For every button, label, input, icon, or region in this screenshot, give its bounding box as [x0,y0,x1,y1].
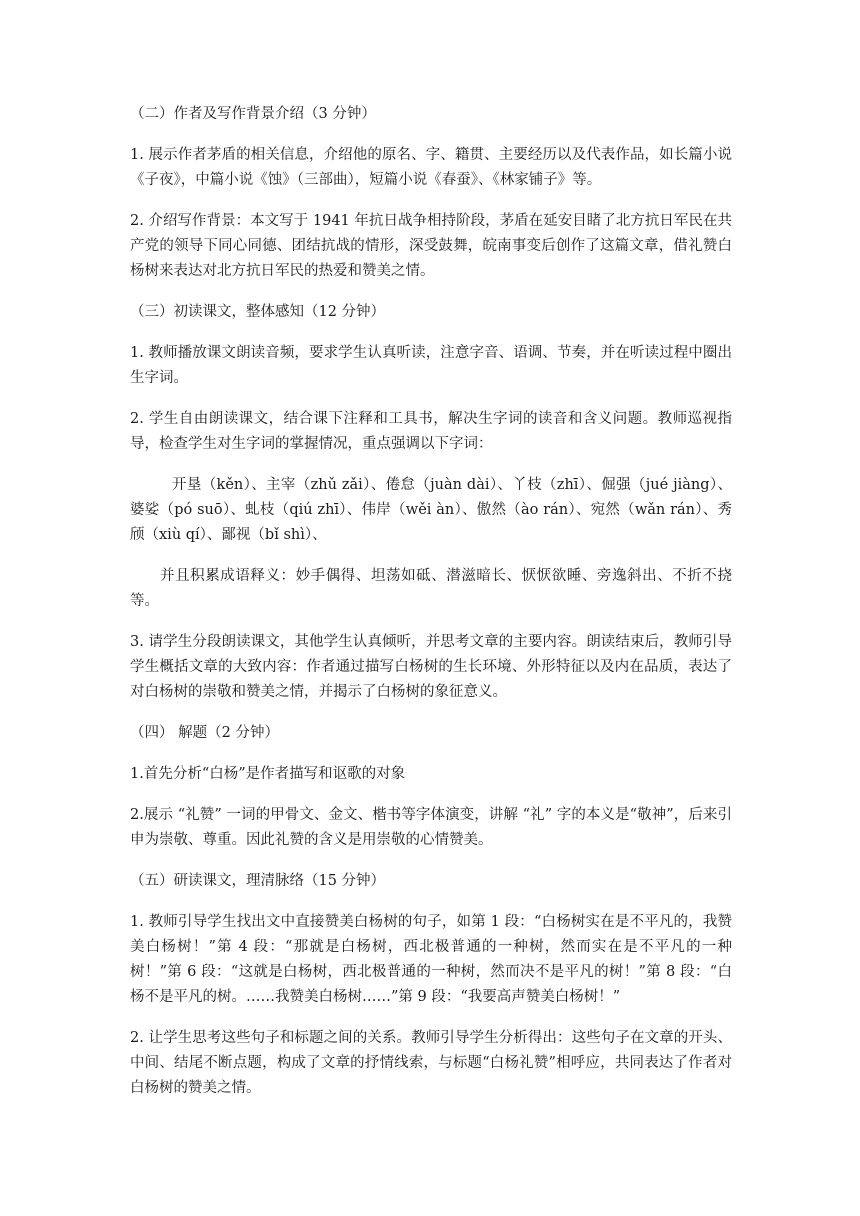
section-heading-study-structure: （五）研读课文，理清脉络（15 分钟） [130,873,386,889]
paragraph-author-info: 1. 展示作者茅盾的相关信息，介绍他的原名、字、籍贯、主要经历以及代表作品，如长篇小说《子夜》，中篇小说《蚀》（三部曲），短篇小说《春蚕》、《林家铺子》等。 [130,147,732,188]
paragraph-writing-background: 2. 介绍写作背景：本文写于 1941 年抗日战争相持阶段，茅盾在延安目睹了北方抗日军民在共产党的领导下同心同德、团结抗战的情形，深受鼓舞，皖南事变后创作了这篇文章，借礼赞白杨树来表达对北方抗日军民的热爱和赞美之情。 [130,213,732,279]
paragraph-self-reading: 2. 学生自由朗读课文，结合课下注释和工具书，解决生字词的读音和含义问题。教师巡视指导，检查学生对生字词的掌握情况，重点强调以下字词： [130,411,732,452]
document-page [130,102,732,1117]
paragraph-listen-audio: 1. 教师播放课文朗读音频，要求学生认真听读，注意字音、语调、节奏，并在听读过程中圈出生字词。 [130,345,732,386]
paragraph-analyze-baiyang: 1.首先分析“白杨”是作者描写和讴歌的对象 [130,766,406,782]
section-heading-first-reading: （三）初读课文，整体感知（12 分钟） [130,304,386,320]
paragraph-lizan-meaning: 2.展示 “礼赞” 一词的甲骨文、金文、楷书等字体演变，讲解 “礼” 字的本义是“敬神”，后来引申为崇敬、尊重。因此礼赞的含义是用崇敬的心情赞美。 [130,807,732,848]
paragraph-vocabulary-list: 开垦（kěn）、主宰（zhǔ zǎi）、倦怠（juàn dài）、丫枝（zhī）、倔强（jué jiàng）、婆娑（pó suō）、虬枝（qiú zhī）、伟岸（wěi àn）、傲然（ào rán）、宛然（wǎn rán）、秀颀（xiù qí）、鄙视（bǐ shì）、 [130,477,732,543]
paragraph-sentence-title-relation: 2. 让学生思考这些句子和标题之间的关系。教师引导学生分析得出：这些句子在文章的开头、中间、结尾不断点题，构成了文章的抒情线索，与标题“白杨礼赞”相呼应，共同表达了作者对白杨树的赞美之情。 [130,1030,732,1096]
paragraph-segment-reading: 3. 请学生分段朗读课文，其他学生认真倾听，并思考文章的主要内容。朗读结束后，教师引导学生概括文章的大致内容：作者通过描写白杨树的生长环境、外形特征以及内在品质，表达了对白杨树的崇敬和赞美之情，并揭示了白杨树的象征意义。 [130,634,732,700]
paragraph-praise-sentences: 1. 教师引导学生找出文中直接赞美白杨树的句子，如第 1 段：“白杨树实在是不平凡的，我赞美白杨树！”第 4 段：“那就是白杨树，西北极普通的一种树，然而实在是不平凡的一种树！”第 6 段：“这就是白杨树，西北极普通的一种树，然而决不是平凡的树！”第 8 段：“白杨不是平凡的树。……我赞美白杨树……”第 9 段：“我要高声赞美白杨树！” [130,914,732,1005]
section-heading-author-background: （二）作者及写作背景介绍（3 分钟） [130,106,376,122]
paragraph-idioms: 并且积累成语释义：妙手偶得、坦荡如砥、潜滋暗长、恹恹欲睡、旁逸斜出、不折不挠等。 [130,568,732,609]
section-heading-title-analysis: （四） 解题（2 分钟） [130,725,279,741]
